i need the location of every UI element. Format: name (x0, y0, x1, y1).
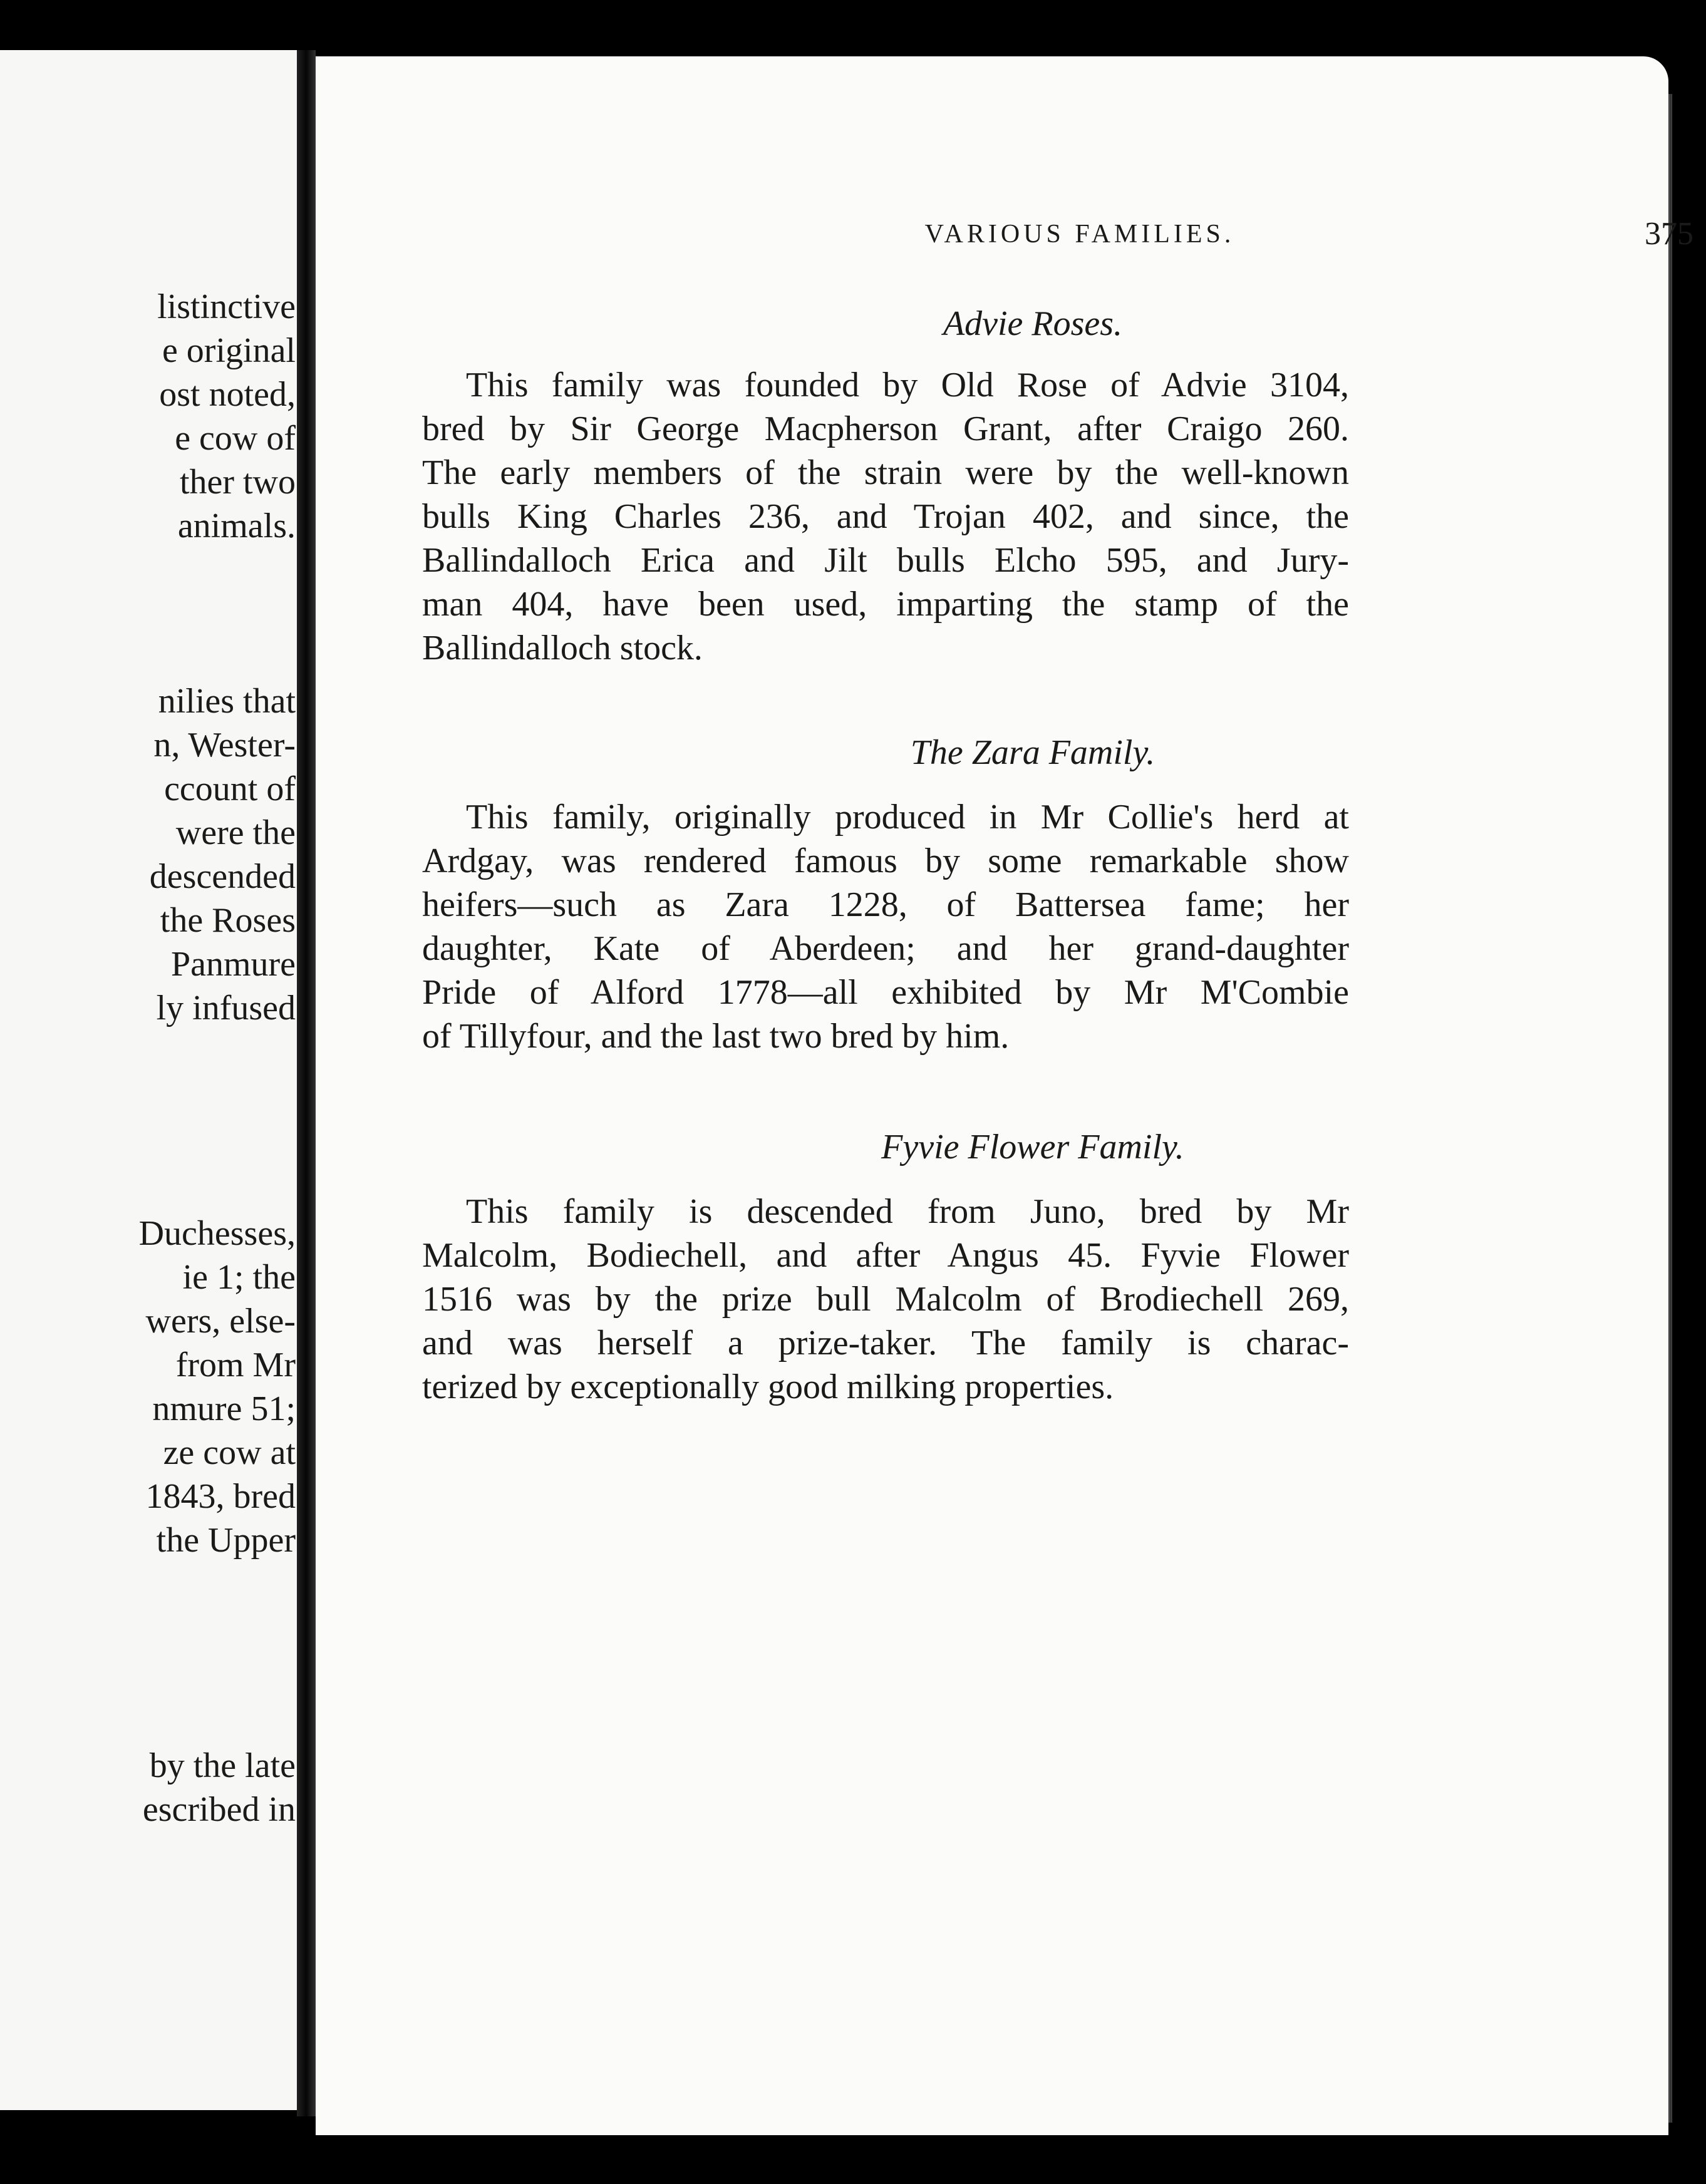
left-page-line: ther two (179, 463, 296, 502)
right-page (316, 56, 1693, 2135)
paragraph-line: Ballindalloch Erica and Jilt bulls Elcho 595, and Jury- (422, 541, 1349, 580)
paragraph-line: Pride of Alford 1778—all exhibited by Mr M'Combie (422, 973, 1349, 1012)
section-heading: Advie Roses. (943, 304, 1123, 343)
running-title: VARIOUS FAMILIES. (924, 220, 1235, 249)
running-head (767, 216, 1693, 269)
paragraph-line: Ardgay, was rendered famous by some remarkable show (422, 842, 1349, 880)
left-page-line: escribed in (142, 1790, 296, 1829)
paragraph-line: This family, originally produced in Mr Collie's herd at (466, 798, 1349, 837)
left-page-line: ie 1; the (182, 1258, 296, 1297)
paragraph-line: terized by exceptionally good milking properties. (422, 1368, 1114, 1406)
left-page-line: nilies that (158, 682, 296, 721)
page-number: 375 (1645, 216, 1693, 252)
left-page-line: nmure 51; (152, 1389, 296, 1428)
left-page-line: descended (149, 857, 296, 896)
left-page-line: wers, else- (145, 1302, 296, 1341)
left-page-line: ze cow at (163, 1433, 296, 1472)
section-heading: The Zara Family. (910, 733, 1155, 772)
paragraph-line: man 404, have been used, imparting the stamp of the (422, 585, 1349, 624)
paragraph-line: This family was founded by Old Rose of Advie 3104, (466, 366, 1349, 404)
left-page-line: 1843, bred (145, 1477, 296, 1516)
left-page-line: e cow of (175, 419, 296, 458)
left-page-line: listinctive (157, 287, 296, 326)
paragraph-line: heifers—such as Zara 1228, of Battersea fame; her (422, 885, 1349, 924)
section-paragraph (422, 795, 1349, 1058)
paragraph-line: bred by Sir George Macpherson Grant, after Craigo 260. (422, 410, 1349, 448)
paragraph-line: Malcolm, Bodiechell, and after Angus 45. Fyvie Flower (422, 1236, 1349, 1275)
section-paragraph (422, 363, 1349, 670)
left-page-line: were the (175, 813, 296, 852)
left-page-line: Duchesses, (138, 1214, 296, 1253)
paragraph-line: This family is descended from Juno, bred by Mr (466, 1192, 1349, 1231)
left-page-line: from Mr (175, 1346, 296, 1384)
paragraph-line: and was herself a prize-taker. The family is charac- (422, 1324, 1349, 1362)
left-page-line: e original (162, 331, 296, 370)
paragraph-line: 1516 was by the prize bull Malcolm of Brodiechell 269, (422, 1280, 1349, 1319)
left-page-line: ccount of (164, 770, 296, 808)
paragraph-line: bulls King Charles 236, and Trojan 402, and since, the (422, 497, 1349, 536)
left-page (0, 50, 301, 2110)
section-heading: Fyvie Flower Family. (881, 1128, 1184, 1167)
left-page-line: n, Wester- (153, 726, 296, 765)
left-page-line: Panmure (170, 945, 296, 984)
book-gutter (297, 50, 316, 2116)
left-page-line: ost noted, (159, 375, 296, 414)
left-page-line: the Upper (156, 1521, 296, 1560)
paragraph-line: of Tillyfour, and the last two bred by him. (422, 1017, 1010, 1056)
left-page-line: ly infused (156, 989, 296, 1028)
left-page-line: animals. (177, 507, 296, 545)
section-paragraph (422, 1190, 1349, 1409)
left-page-line: by the late (149, 1746, 296, 1785)
paragraph-line: daughter, Kate of Aberdeen; and her grand-daughter (422, 929, 1349, 968)
left-page-line: the Roses (160, 901, 296, 940)
paragraph-line: Ballindalloch stock. (422, 629, 703, 667)
paragraph-line: The early members of the strain were by the well-known (422, 453, 1349, 492)
